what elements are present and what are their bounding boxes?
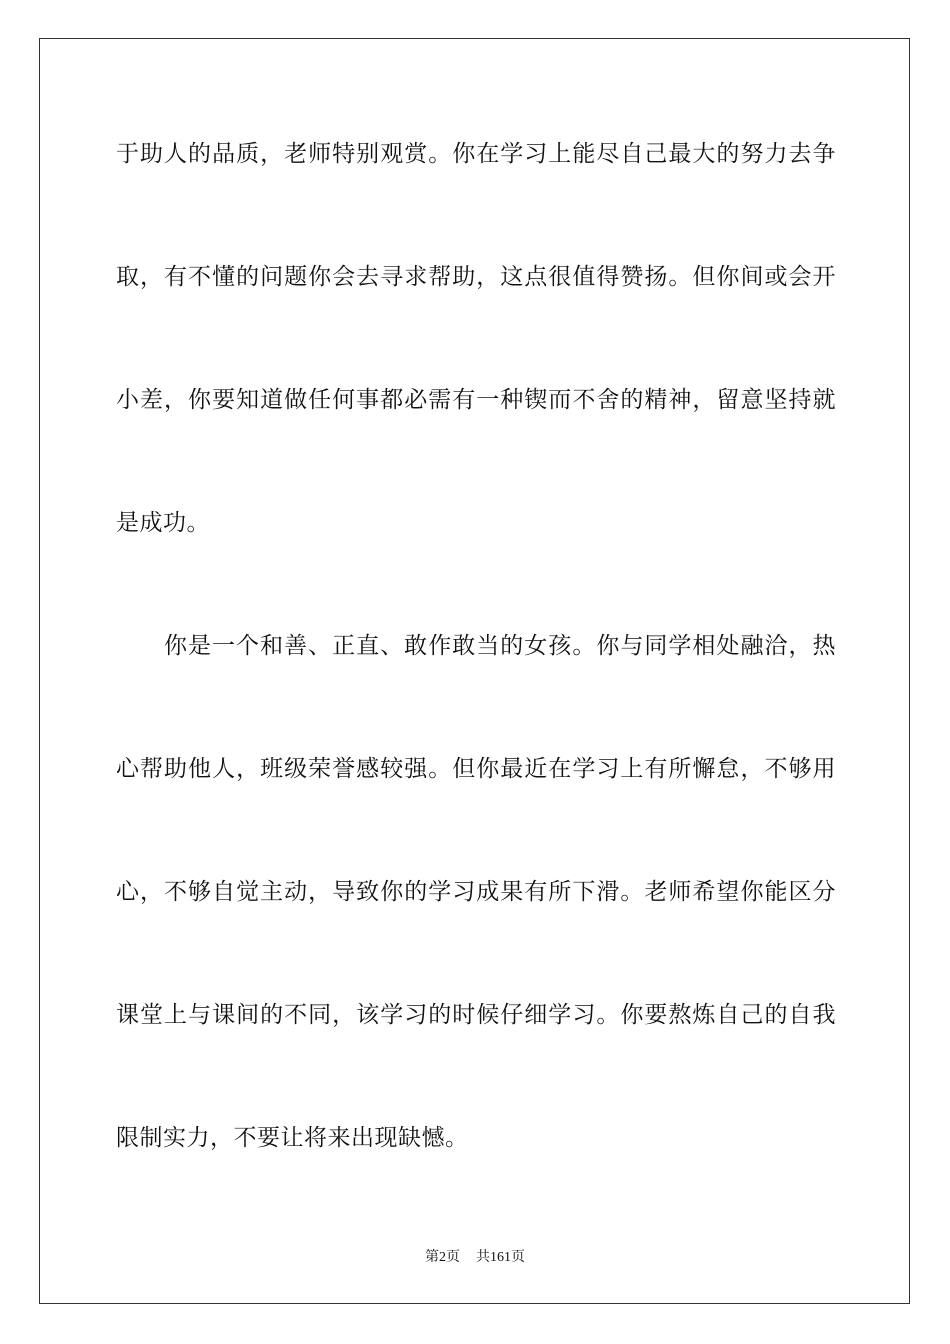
paragraph-1-line-4: 是成功。 <box>116 510 210 536</box>
footer-total-suffix: 页 <box>511 1249 525 1265</box>
footer-total-prefix: 共 <box>476 1249 490 1265</box>
footer-page-prefix: 第 <box>425 1249 439 1265</box>
paragraph-2-line-1: 你是一个和善、正直、敢作敢当的女孩。你与同学相处融洽，热 <box>164 633 836 659</box>
paragraph-2-line-5: 限制实力，不要让将来出现缺憾。 <box>116 1125 469 1151</box>
paragraph-2-line-2: 心帮助他人，班级荣誉感较强。但你最近在学习上有所懈怠，不够用 <box>116 756 836 782</box>
page-footer <box>0 1248 950 1267</box>
paragraph-1-line-1: 于助人的品质，老师特别观赏。你在学习上能尽自己最大的努力去争 <box>116 141 836 167</box>
footer-page-number: 2 <box>439 1250 446 1265</box>
page-border <box>39 38 910 1304</box>
paragraph-1-line-2: 取，有不懂的问题你会去寻求帮助，这点很值得赞扬。但你间或会开 <box>116 264 836 290</box>
paragraph-1-line-3: 小差，你要知道做任何事都必需有一种锲而不舍的精神，留意坚持就 <box>116 387 836 413</box>
footer-total-pages: 161 <box>490 1250 511 1265</box>
paragraph-2-line-3: 心，不够自觉主动，导致你的学习成果有所下滑。老师希望你能区分 <box>116 879 836 905</box>
footer-page-suffix: 页 <box>446 1249 460 1265</box>
paragraph-2-line-4: 课堂上与课间的不同，该学习的时候仔细学习。你要熬炼自己的自我 <box>116 1002 836 1028</box>
